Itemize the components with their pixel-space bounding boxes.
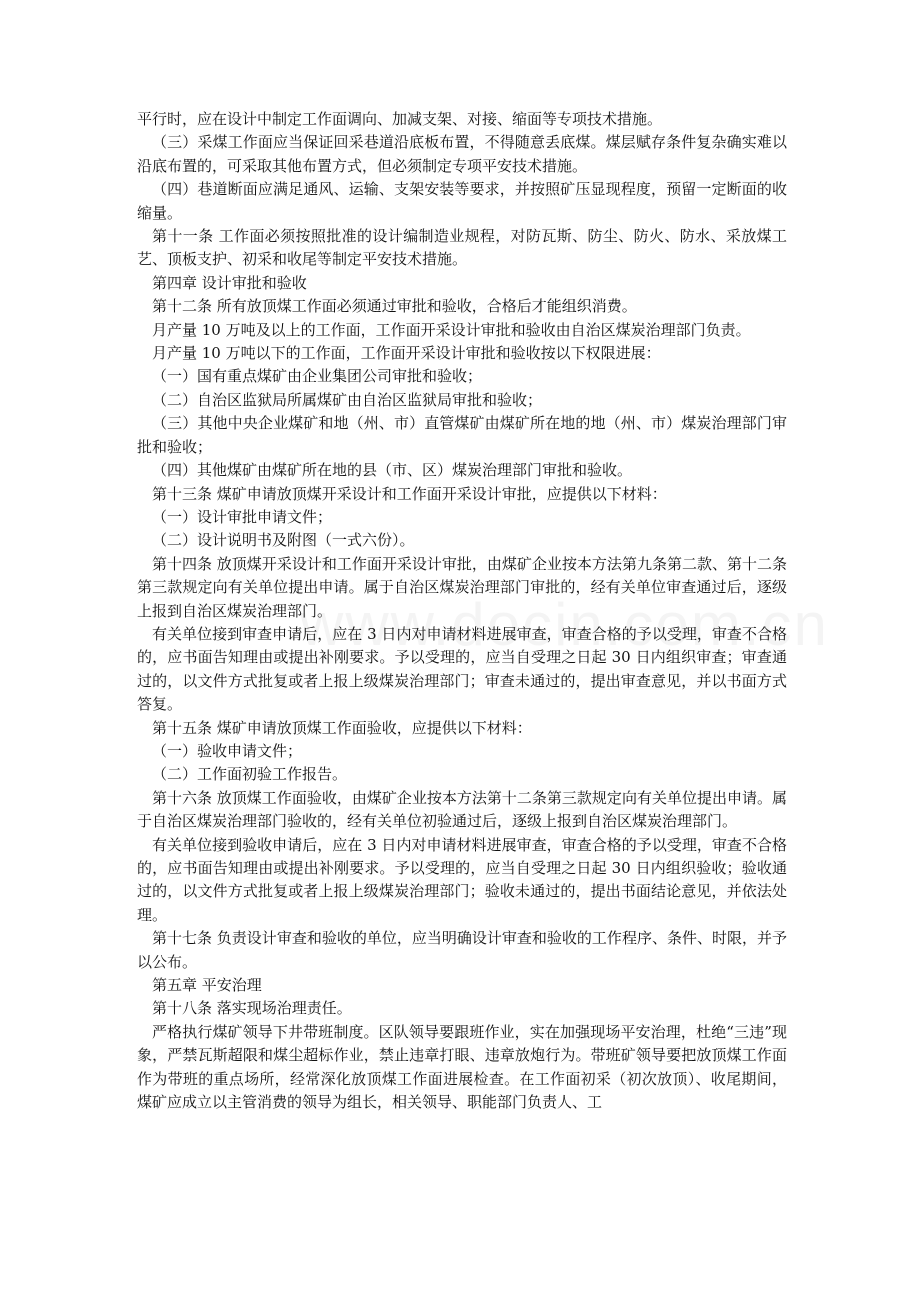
paragraph: 有关单位接到验收申请后，应在 3 日内对申请材料进展审查，审查合格的予以受理，审查不合格的，应书面告知理由或提出补刚要求。予以受理的，应当自受理之日起 30 日内组织验收；验收通过的，以文件方式批复或者上报上级煤炭治理部门；验收未通过的，提出书面结论意见，并依法处理。: [137, 835, 787, 924]
paragraph: （四）巷道断面应满足通风、运输、支架安装等要求，并按照矿压显现程度，预留一定断面的收缩量。: [137, 180, 787, 222]
paragraph: （二）工作面初验工作报告。: [152, 765, 348, 784]
paragraph: 第十四条 放顶煤开采设计和工作面开采设计审批，由煤矿企业按本方法第九条第二款、第十二条第三款规定向有关单位提出申请。属于自治区煤炭治理部门审批的，经有关单位审查通过后，逐级上报到自治区煤炭治理部门。: [137, 554, 787, 620]
paragraph: 第十五条 煤矿申请放顶煤工作面验收，应提供以下材料：: [152, 718, 532, 737]
paragraph: 第十三条 煤矿申请放顶煤开采设计和工作面开采设计审批，应提供以下材料：: [152, 484, 667, 503]
paragraph: （三）采煤工作面应当保证回采巷道沿底板布置，不得随意丢底煤。煤层赋存条件复杂确实难以沿底布置的，可采取其他布置方式，但必须制定专项平安技术措施。: [137, 133, 787, 175]
paragraph: 第十八条 落实现场治理责任。: [152, 999, 352, 1018]
paragraph: 第五章 平安治理: [152, 976, 262, 995]
paragraph: 第十六条 放顶煤工作面验收，由煤矿企业按本方法第十二条第三款规定向有关单位提出申请。属于自治区煤炭治理部门验收的，经有关单位初验通过后，逐级上报到自治区煤炭治理部门。: [137, 788, 787, 831]
paragraph: （一）设计审批申请文件；: [152, 507, 333, 526]
paragraph: （四）其他煤矿由煤矿所在地的县（市、区）煤炭治理部门审批和验收。: [152, 461, 633, 480]
paragraph: （三）其他中央企业煤矿和地（州、市）直管煤矿由煤矿所在地的地（州、市）煤炭治理部门审批和验收；: [137, 414, 787, 456]
document-body: [137, 108, 787, 1114]
paragraph: 第十七条 负责设计审查和验收的单位，应当明确设计审查和验收的工作程序、条件、时限，并予以公布。: [137, 929, 787, 971]
paragraph: （二）自治区监狱局所属煤矿由自治区监狱局审批和验收；: [152, 390, 543, 409]
paragraph: （二）设计说明书及附图（一式六份）。: [152, 531, 415, 550]
paragraph: （一）国有重点煤矿由企业集团公司审批和验收；: [152, 367, 483, 386]
paragraph: 平行时，应在设计中制定工作面调向、加减支架、对接、缩面等专项技术措施。: [137, 110, 663, 128]
paragraph: 第十一条 工作面必须按照批准的设计编制造业规程，对防瓦斯、防尘、防火、防水、采放煤工艺、顶板支护、初采和收尾等制定平安技术措施。: [137, 227, 787, 269]
paragraph: 月产量 10 万吨以下的工作面，工作面开采设计审批和验收按以下权限进展：: [152, 344, 661, 363]
paragraph: 第十二条 所有放顶煤工作面必须通过审批和验收，合格后才能组织消费。: [152, 297, 637, 316]
paragraph: 月产量 10 万吨及以上的工作面，工作面开采设计审批和验收由自治区煤炭治理部门负责。: [152, 320, 751, 339]
paragraph: （一）验收申请文件；: [152, 741, 303, 760]
paragraph: 严格执行煤矿领导下井带班制度。区队领导要跟班作业，实在加强现场平安治理，杜绝“三违”现象，严禁瓦斯超限和煤尘超标作业，禁止违章打眼、违章放炮行为。带班矿领导要把放顶煤工作面作为带班的重点场所，经常深化放顶煤工作面进展检查。在工作面初采（初次放顶）、收尾期间，煤矿应成立以主管消费的领导为组长，相关领导、职能部门负责人、工: [137, 1022, 787, 1112]
paragraph: 有关单位接到审查申请后，应在 3 日内对申请材料进展审查，审查合格的予以受理，审查不合格的，应书面告知理由或提出补刚要求。予以受理的，应当自受理之日起 30 日内组织审查；审查通过的，以文件方式批复或者上报上级煤炭治理部门；审查未通过的，提出审查意见，并以书面方式答复。: [137, 624, 787, 714]
paragraph: 第四章 设计审批和验收: [152, 273, 307, 292]
